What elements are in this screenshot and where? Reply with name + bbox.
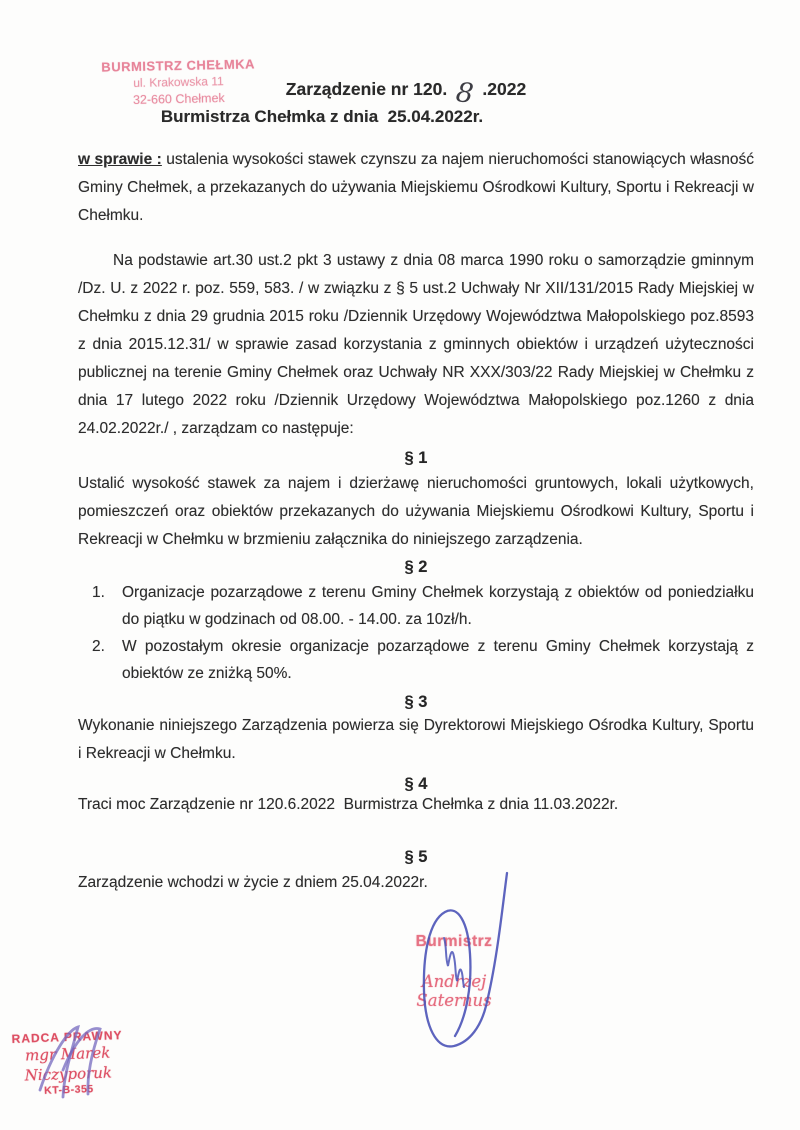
section-3-heading: § 3 [404,693,428,711]
counsel-stamp-name: mgr Marek Niczyporuk [24,1043,113,1085]
section-4-heading: § 4 [404,775,428,793]
section-1-heading: § 1 [404,449,428,467]
subject-text: ustalenia wysokości stawek czynszu za najem nieruchomości stanowiących własność Gminy Chełmek, a przekazanych do używania Miejskiemu Ośrodkowi Kultury, Sportu i Rekreacji w Chełmku. [78,151,754,224]
handwritten-ordinance-number: 8 [454,77,476,110]
list-item-text: Organizacje pozarządowe z terenu Gminy Chełmek korzystają z obiektów od poniedziałku do piątku w godzinach od 08.00. - 14.00. za 10zł/h. [122,584,754,628]
list-item [78,579,754,633]
document-subtitle: Burmistrza Chełmka z dnia 25.04.2022r. [160,107,484,126]
section-5-heading: § 5 [404,848,428,866]
counsel-stamp-number: KT-B-355 [43,1083,94,1097]
legal-basis-paragraph: Na podstawie art.30 ust.2 pkt 3 ustawy z dnia 08 marca 1990 roku o samorządzie gminnym /Dz. U. z 2022 r. poz. 559, 583. / w związku z § 5 ust.2 Uchwały Nr XII/131/2015 Rady Miejskiej w Chełmku z dnia 29 grudnia 2015 roku /Dziennik Urzędowy Województwa Małopolskiego poz.8593 z dnia 2015.12.31/ w sprawie zasad korzystania z gminnych obiektów i urządzeń użyteczności publicznej na terenie Gminy Chełmek oraz Uchwały NR XXX/303/22 Rady Miejskiej w Chełmku z dnia 17 lutego 2022 roku /Dziennik Urzędowy Województwa Małopolskiego poz.1260 z dnia 24.02.2022r./ , zarządzam co następuje: [78,252,754,437]
section-4-text: Traci moc Zarządzenie nr 120.6.2022 Burmistrza Chełmka z dnia 11.03.2022r. [78,796,619,813]
list-item-text: W pozostałym okresie organizacje pozarządowe z terenu Gminy Chełmek korzystają z obiektów ze zniżką 50%. [122,638,754,682]
subject-label: w sprawie : [78,151,162,168]
section-1-text: Ustalić wysokość stawek za najem i dzierżawę nieruchomości gruntowych, lokali użytkowych, pomieszczeń oraz obiektów przekazanych do używania Miejskiemu Ośrodkowi Kultury, Sportu i Rekreacji w Chełmku w brzmieniu załącznika do niniejszego zarządzenia. [78,475,754,548]
sender-stamp-name: BURMISTRZ CHEŁMKA [101,56,256,75]
section-5-text: Zarządzenie wchodzi w życie z dniem 25.04.2022r. [78,874,428,891]
mayor-stamp-name: Andrzej Saternus [416,972,492,1010]
list-item [78,633,754,687]
sender-stamp-city: 32-660 Chełmek [132,91,225,107]
document-header [0,74,800,130]
list-item-marker: 2. [92,638,105,655]
title-suffix: .2022 [482,79,527,99]
sender-stamp-street: ul. Krakowska 11 [133,74,224,90]
counsel-initials-ink [30,1022,130,1112]
section-2-heading: § 2 [404,558,428,576]
mayor-signature-ink [398,866,548,1071]
section-3-text: Wykonanie niniejszego Zarządzenia powierza się Dyrektorowi Miejskiego Ośrodka Kultury, Sportu i Rekreacji w Chełmku. [78,717,754,762]
subject-clause [78,146,754,230]
section-2-list [78,579,754,687]
title-prefix: Zarządzenie nr 120. [285,79,448,99]
counsel-stamp-title: RADCA PRAWNY [11,1028,123,1046]
mayor-stamp-title: Burmistrz [415,933,493,950]
document-title [6,74,800,110]
list-item-marker: 1. [92,584,105,601]
